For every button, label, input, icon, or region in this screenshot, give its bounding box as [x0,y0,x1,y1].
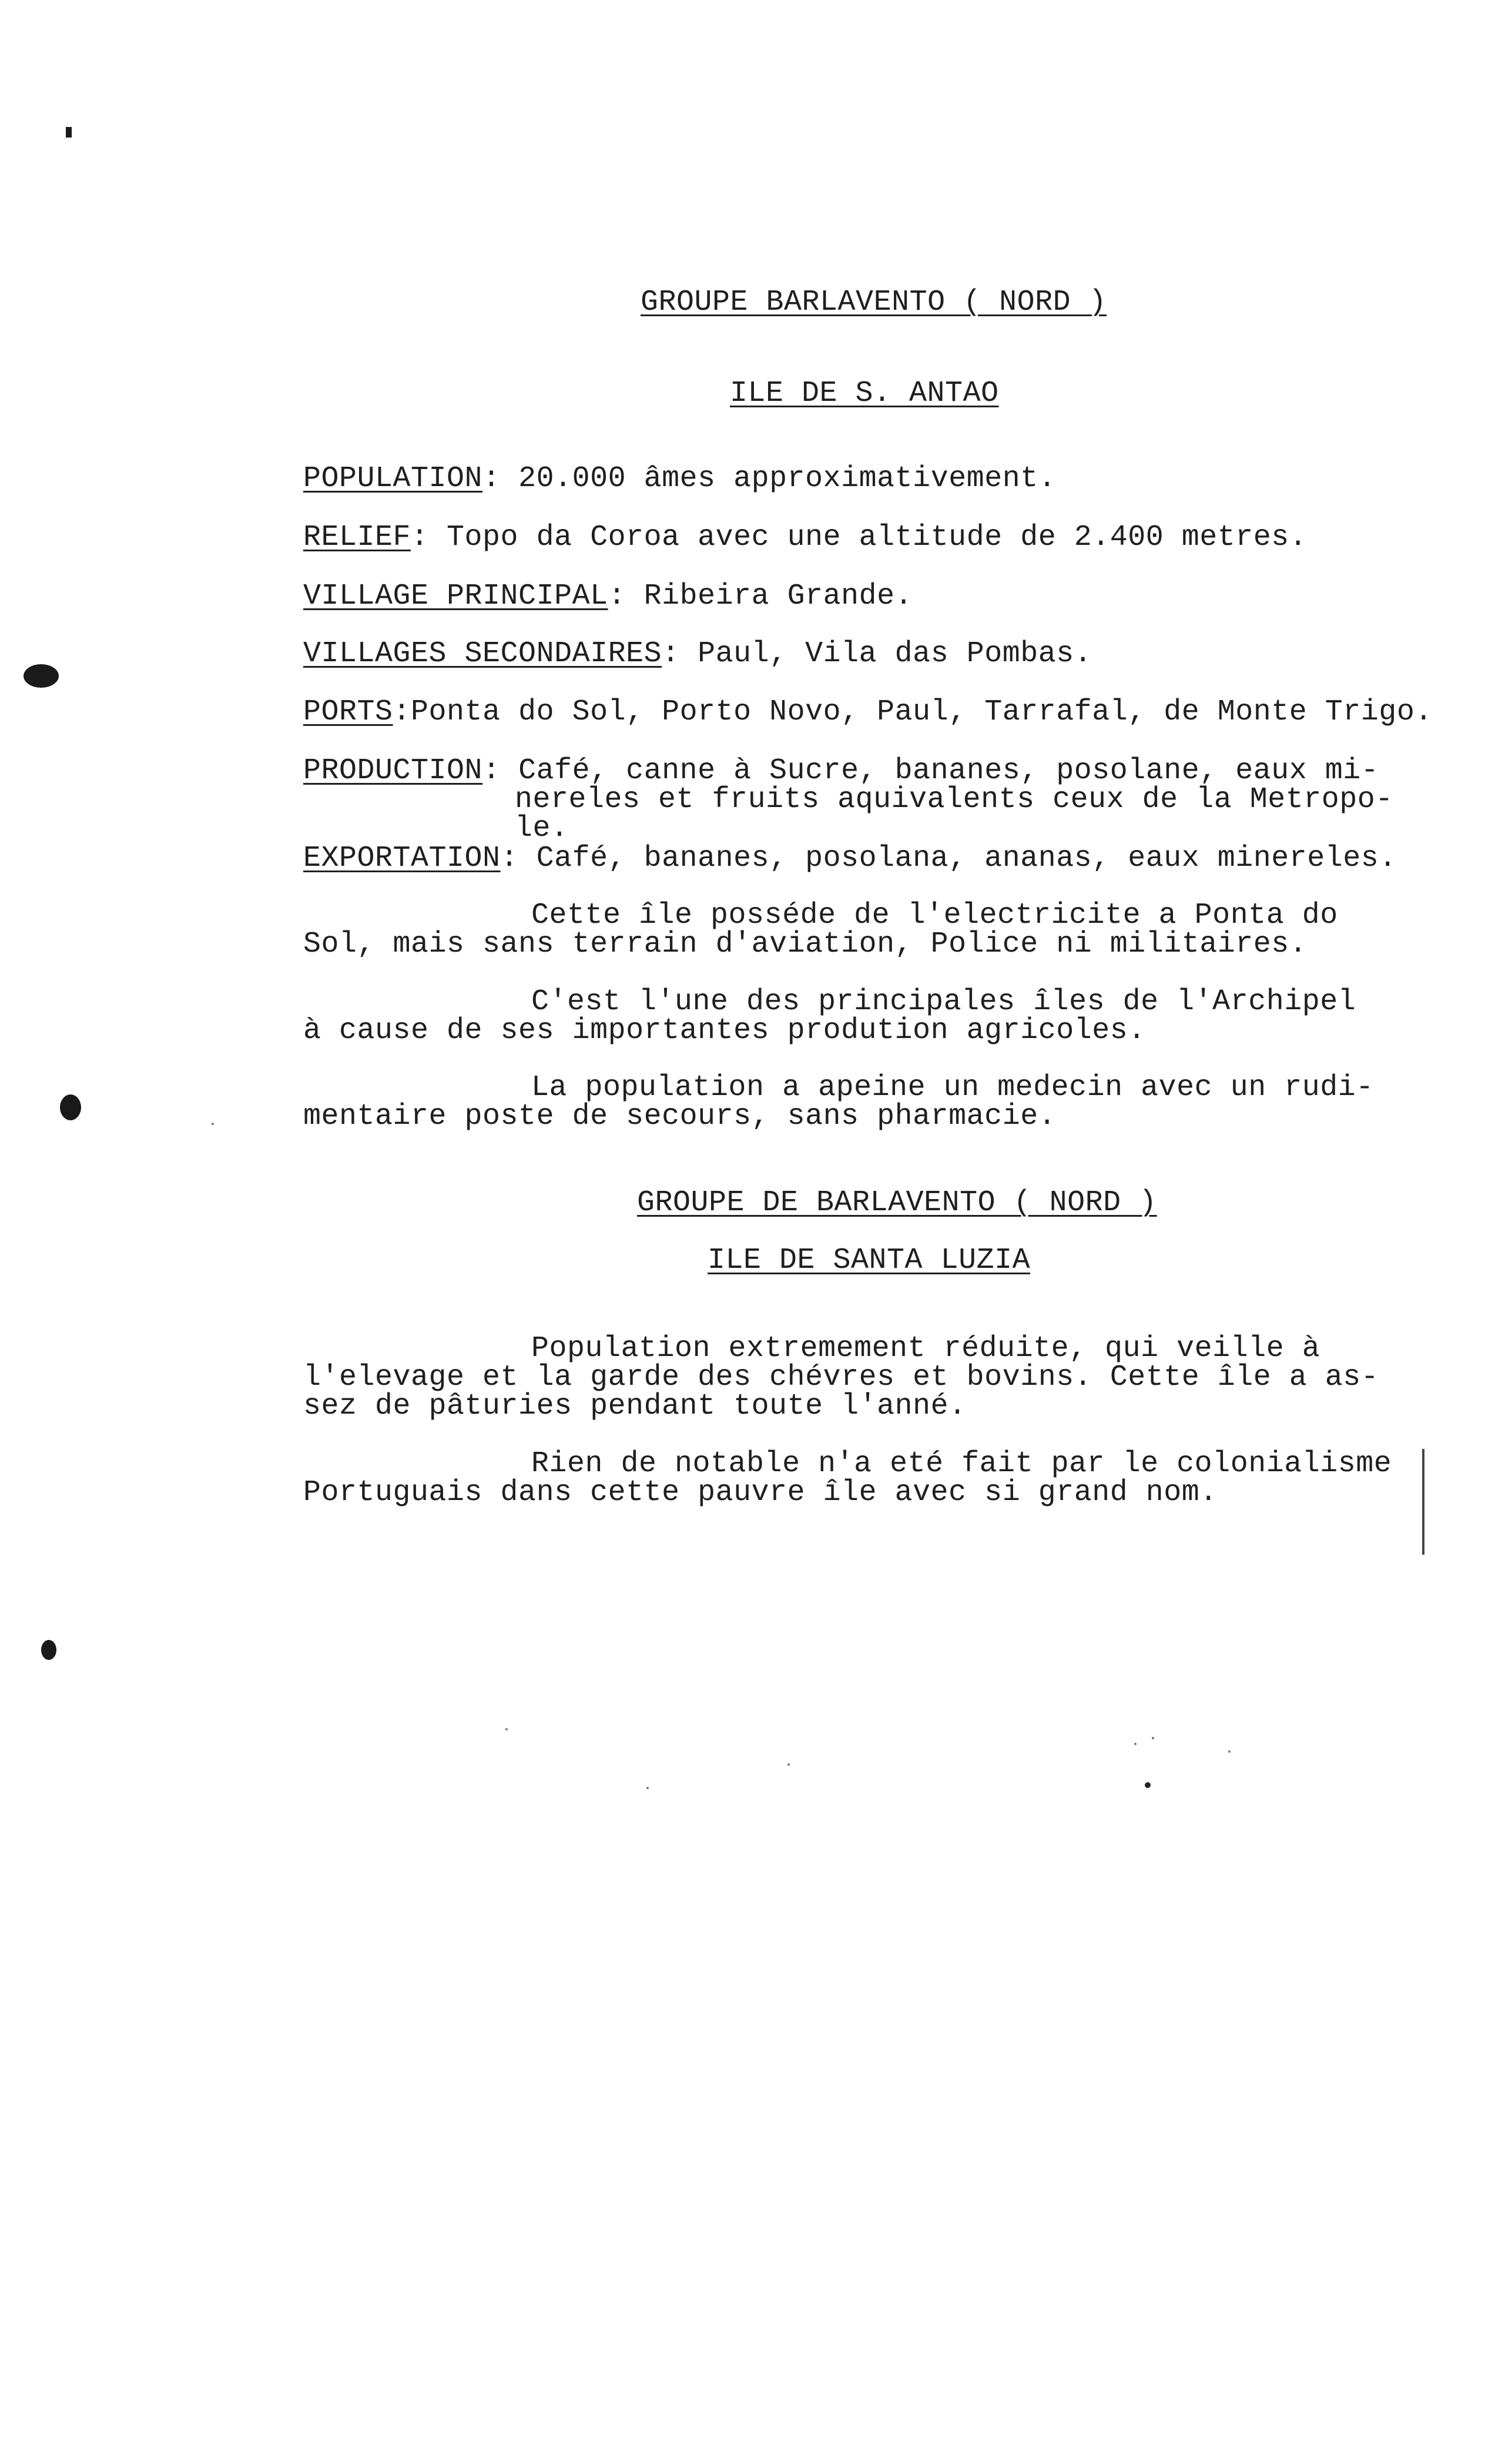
paragraph-line: Rien de notable n'a eté fait par le colonialisme [531,1447,1392,1481]
field-exportation: EXPORTATION: Café, bananes, posolana, ananas, eaux minereles. [303,842,1397,875]
field-label: EXPORTATION [303,842,501,875]
field-value: Topo da Coroa avec une altitude de 2.400 metres. [447,521,1308,554]
speck [1134,1743,1137,1745]
scan-edge-line [1422,1449,1424,1555]
field-value: Café, canne à Sucre, bananes, posolane, eaux mi- [518,754,1379,788]
punch-hole-mark [41,1640,56,1660]
field-value-continued: le. [515,812,569,845]
field-production: PRODUCTION: Café, canne à Sucre, bananes, posolane, eaux mi- [303,754,1379,788]
paragraph-line: mentaire poste de secours, sans pharmacie. [303,1100,1057,1133]
paragraph-line: Population extremement réduite, qui veille à [531,1332,1320,1365]
field-village-principal: VILLAGE PRINCIPAL: Ribeira Grande. [303,580,913,613]
group-title: GROUPE BARLAVENTO ( NORD ) [641,286,1107,319]
paragraph-line: Sol, mais sans terrain d'aviation, Police ni militaires. [303,928,1308,961]
field-value: Paul, Vila das Pombas. [698,637,1092,671]
speck [1152,1737,1154,1739]
paragraph-line: l'elevage et la garde des chévres et bovins. Cette île a as- [303,1361,1379,1394]
field-relief: RELIEF: Topo da Coroa avec une altitude de 2.400 metres. [303,521,1308,554]
speck [1228,1750,1231,1753]
paragraph-line: C'est l'une des principales îles de l'Archipel [531,985,1356,1019]
field-villages-secondaires: VILLAGES SECONDAIRES: Paul, Vila das Pombas. [303,637,1092,671]
field-value: Café, bananes, posolana, ananas, eaux minereles. [536,842,1397,875]
punch-hole-mark [24,664,59,688]
speck [787,1763,790,1766]
field-label: POPULATION [303,462,483,496]
field-value: 20.000 âmes approximativement. [518,462,1057,496]
field-value: Ribeira Grande. [643,580,913,613]
field-label: RELIEF [303,521,411,554]
speck [646,1787,649,1789]
paragraph-line: Portuguais dans cette pauvre île avec si grand nom. [303,1476,1218,1509]
paragraph-line: à cause de ses importantes prodution agricoles. [303,1014,1146,1047]
paragraph-line: sez de pâturies pendant toute l'anné. [303,1390,967,1423]
field-value: Ponta do Sol, Porto Novo, Paul, Tarrafal, de Monte Trigo. [411,695,1433,729]
field-value-continued: nereles et fruits aquivalents ceux de la Metropo- [515,783,1393,816]
island-title: ILE DE SANTA LUZIA [708,1244,1031,1277]
scan-mark [66,127,72,138]
paragraph-line: La population a apeine un medecin avec un rudi- [531,1071,1374,1104]
speck [212,1123,214,1125]
field-label: PORTS [303,695,393,729]
field-label: PRODUCTION [303,754,483,788]
speck [1145,1782,1151,1788]
field-population: POPULATION: 20.000 âmes approximativement. [303,462,1057,496]
punch-hole-mark [60,1094,81,1120]
field-label: VILLAGES SECONDAIRES [303,637,662,671]
speck [505,1728,508,1730]
island-title: ILE DE S. ANTAO [730,377,999,410]
paragraph-line: Cette île posséde de l'electricite a Ponta do [531,899,1338,932]
field-label: VILLAGE PRINCIPAL [303,580,608,613]
field-ports: PORTS:Ponta do Sol, Porto Novo, Paul, Tarrafal, de Monte Trigo. [303,695,1433,729]
group-title: GROUPE DE BARLAVENTO ( NORD ) [637,1186,1157,1220]
